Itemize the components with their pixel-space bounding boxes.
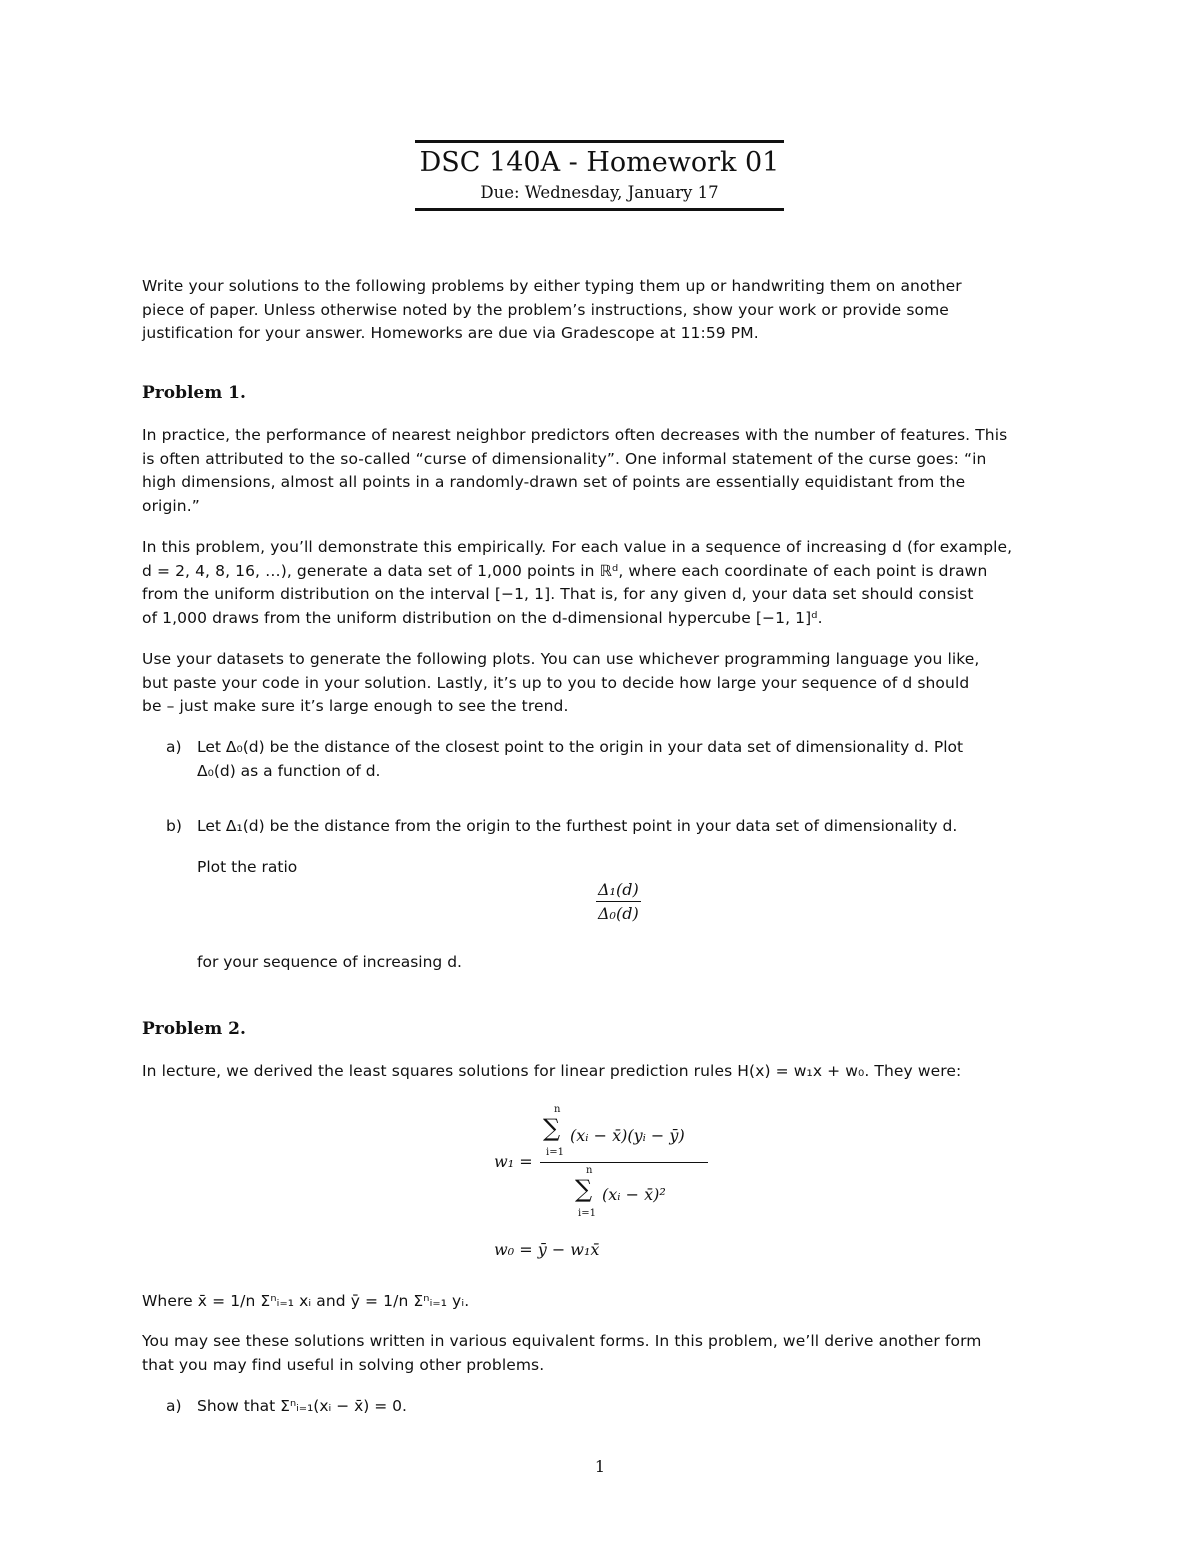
w1-fraction (540, 1104, 708, 1221)
problem-2-paragraph-3 (142, 1330, 1058, 1377)
problem-1-paragraph-3 (142, 648, 1058, 719)
ratio-fraction (596, 880, 641, 923)
problem-1-paragraph-2 (142, 536, 1058, 630)
paragraph-line: origin.” (142, 496, 200, 515)
w1-denominator-block (540, 1163, 708, 1221)
problem-2-heading: Problem 2. (142, 1019, 246, 1039)
problem-1-paragraph-1 (142, 424, 1058, 518)
w1-numerator: (xᵢ − x̄)(yᵢ − ȳ) (570, 1126, 685, 1145)
w1-numerator-block (540, 1104, 708, 1163)
paragraph-line: be – just make sure it’s large enough to see the trend. (142, 697, 569, 715)
paragraph-line: of 1,000 draws from the uniform distribution on the d-dimensional hypercube [−1, 1]ᵈ. (142, 608, 823, 627)
paragraph-line: d = 2, 4, 8, 16, …), generate a data set of 1,000 points in ℝᵈ, where each coordinate of each point is drawn (142, 561, 988, 580)
part-b-line-2: Plot the ratio (197, 858, 298, 876)
w1-lhs: w₁ = (494, 1152, 533, 1171)
part-a-line-2: Δ₀(d) as a function of d. (197, 762, 381, 780)
paragraph-line: from the uniform distribution on the interval [−1, 1]. That is, for any given d, your data set should consist (142, 585, 974, 603)
part-a-line-1: Let Δ₀(d) be the distance of the closest point to the origin in your data set of dimensionality d. Plot (197, 738, 964, 756)
sum-icon: ∑ (575, 1175, 593, 1203)
paragraph-line: Use your datasets to generate the following plots. You can use whichever programming language you like, (142, 650, 980, 668)
sum-lower-limit: i=1 (578, 1208, 596, 1219)
problem-2-paragraph-1: In lecture, we derived the least squares solutions for linear prediction rules H(x) = w₁x + w₀. They were: (142, 1062, 962, 1080)
problem-2-part-a-text: Show that Σⁿᵢ₌₁(xᵢ − x̄) = 0. (197, 1397, 407, 1415)
w1-denominator: (xᵢ − x̄)² (602, 1185, 666, 1204)
sum-upper-limit: n (586, 1165, 593, 1176)
sum-lower-limit: i=1 (546, 1147, 564, 1158)
part-b-label: b) (166, 817, 182, 835)
paragraph-line: is often attributed to the so-called “curse of dimensionality”. One informal statement of the curse goes: “in (142, 449, 987, 468)
due-date: Due: Wednesday, January 17 (480, 183, 719, 202)
part-b-line-3: for your sequence of increasing d. (197, 953, 462, 971)
paragraph-line: In practice, the performance of nearest neighbor predictors often decreases with the number of features. This (142, 426, 1008, 444)
page-title: DSC 140A - Homework 01 (419, 147, 780, 178)
ratio-numerator: Δ₁(d) (596, 880, 641, 902)
sum-upper-limit: n (554, 1104, 561, 1115)
problem-1-heading: Problem 1. (142, 383, 246, 403)
paragraph-line: but paste your code in your solution. Lastly, it’s up to you to decide how large your sequence of d should (142, 673, 970, 692)
part-b-line-1: Let Δ₁(d) be the distance from the origin to the furthest point in your data set of dimensionality d. (197, 817, 958, 835)
page-number: 1 (594, 1457, 606, 1476)
sum-icon: ∑ (543, 1114, 561, 1142)
part-a-label: a) (166, 738, 182, 756)
problem-2-part-a-label: a) (166, 1397, 182, 1415)
paragraph-line: that you may find useful in solving other problems. (142, 1355, 545, 1374)
paragraph-line: In this problem, you’ll demonstrate this empirically. For each value in a sequence of increasing d (for example, (142, 538, 1013, 556)
w0-equation: w₀ = ȳ − w₁x̄ (494, 1240, 600, 1259)
paragraph-line: You may see these solutions written in various equivalent forms. In this problem, we’ll derive another form (142, 1332, 982, 1350)
paragraph-line: high dimensions, almost all points in a randomly-drawn set of points are essentially equidistant from the (142, 473, 966, 491)
intro-line: Write your solutions to the following problems by either typing them up or handwriting them on another (142, 277, 962, 295)
intro-paragraph (142, 275, 1058, 346)
intro-line: piece of paper. Unless otherwise noted by the problem’s instructions, show your work or provide some (142, 300, 949, 319)
problem-2-where: Where x̄ = 1/n Σⁿᵢ₌₁ xᵢ and ȳ = 1/n Σⁿᵢ₌₁ yᵢ. (142, 1292, 470, 1310)
ratio-denominator: Δ₀(d) (598, 904, 639, 923)
intro-line: justification for your answer. Homeworks are due via Gradescope at 11:59 PM. (142, 324, 759, 342)
title-top-rule (415, 140, 784, 143)
title-bottom-rule (415, 208, 784, 211)
